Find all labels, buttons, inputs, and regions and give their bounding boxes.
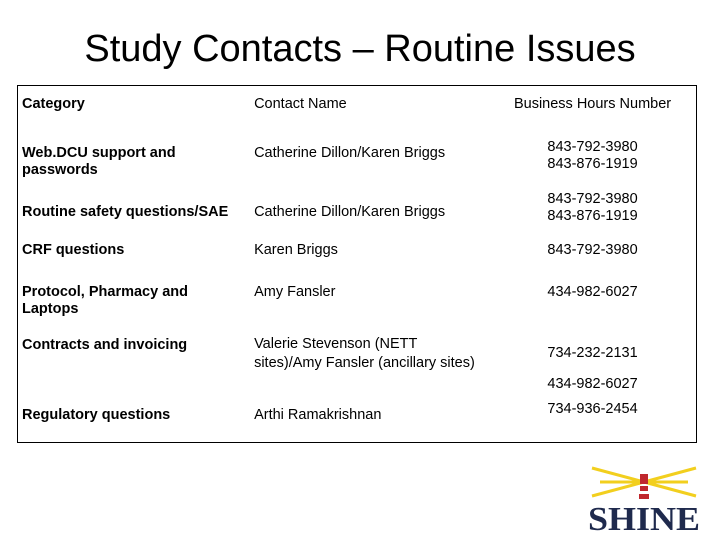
contact-text: Amy Fansler xyxy=(254,283,336,300)
header-category-label: Category xyxy=(22,96,85,112)
contact-text: Valerie Stevenson (NETT sites)/Amy Fansler (ancillary sites) xyxy=(254,335,475,371)
phone-primary: 843-792-3980 xyxy=(547,241,638,258)
contacts-table xyxy=(17,85,697,443)
table-header-row xyxy=(18,86,697,136)
logo-wordmark: SHINE xyxy=(588,501,700,534)
table-row xyxy=(18,393,697,443)
row-category xyxy=(18,186,251,226)
category-text: Contracts and invoicing xyxy=(22,336,188,353)
row-contact xyxy=(250,327,489,393)
category-text: Regulatory questions xyxy=(22,406,171,423)
header-category xyxy=(18,86,251,136)
row-phone xyxy=(489,393,696,443)
row-contact xyxy=(250,393,489,443)
contact-text: Catherine Dillon/Karen Briggs xyxy=(254,203,446,220)
lighthouse-lamp xyxy=(640,474,648,484)
phone-primary: 734-232-2131 xyxy=(547,344,638,361)
table-row xyxy=(18,136,697,186)
phone-primary: 434-982-6027 xyxy=(547,283,638,300)
header-contact-label: Contact Name xyxy=(254,96,347,112)
row-contact xyxy=(250,226,489,274)
row-category xyxy=(18,136,251,186)
ray xyxy=(592,482,644,496)
row-contact xyxy=(250,186,489,226)
phone-primary: 734-936-2454 xyxy=(547,400,638,417)
row-phone xyxy=(489,327,696,393)
ray xyxy=(644,482,696,496)
phone-primary: 843-792-3980 xyxy=(547,190,638,207)
table-row xyxy=(18,226,697,274)
contact-text: Catherine Dillon/Karen Briggs xyxy=(254,144,446,161)
contact-text: Karen Briggs xyxy=(254,241,338,258)
shine-logo xyxy=(584,462,704,534)
category-text: CRF questions xyxy=(22,241,125,258)
row-phone xyxy=(489,274,696,327)
phone-secondary: 843-876-1919 xyxy=(547,155,638,172)
table-row xyxy=(18,274,697,327)
row-contact xyxy=(250,136,489,186)
header-phone-label: Business Hours Number xyxy=(513,96,672,112)
row-category xyxy=(18,226,251,274)
category-text: Protocol, Pharmacy and Laptops xyxy=(22,283,188,317)
ray xyxy=(592,468,644,482)
row-phone xyxy=(489,136,696,186)
row-phone xyxy=(489,186,696,226)
row-category xyxy=(18,327,251,393)
ray xyxy=(644,468,696,482)
phone-secondary: 434-982-6027 xyxy=(547,375,638,392)
table-row xyxy=(18,186,697,226)
row-phone xyxy=(489,226,696,274)
header-phone xyxy=(489,86,696,136)
lighthouse-stripe xyxy=(640,486,648,491)
page-title: Study Contacts – Routine Issues xyxy=(84,28,636,70)
header-contact xyxy=(250,86,489,136)
row-category xyxy=(18,274,251,327)
row-category xyxy=(18,393,251,443)
table-row xyxy=(18,327,697,393)
contact-text: Arthi Ramakrishnan xyxy=(254,406,382,423)
row-contact xyxy=(250,274,489,327)
category-text: Routine safety questions/SAE xyxy=(22,203,229,220)
phone-secondary: 843-876-1919 xyxy=(547,207,638,224)
phone-primary: 843-792-3980 xyxy=(547,138,638,155)
category-text: Web.DCU support and passwords xyxy=(22,144,176,178)
lighthouse-stripe xyxy=(639,494,649,499)
